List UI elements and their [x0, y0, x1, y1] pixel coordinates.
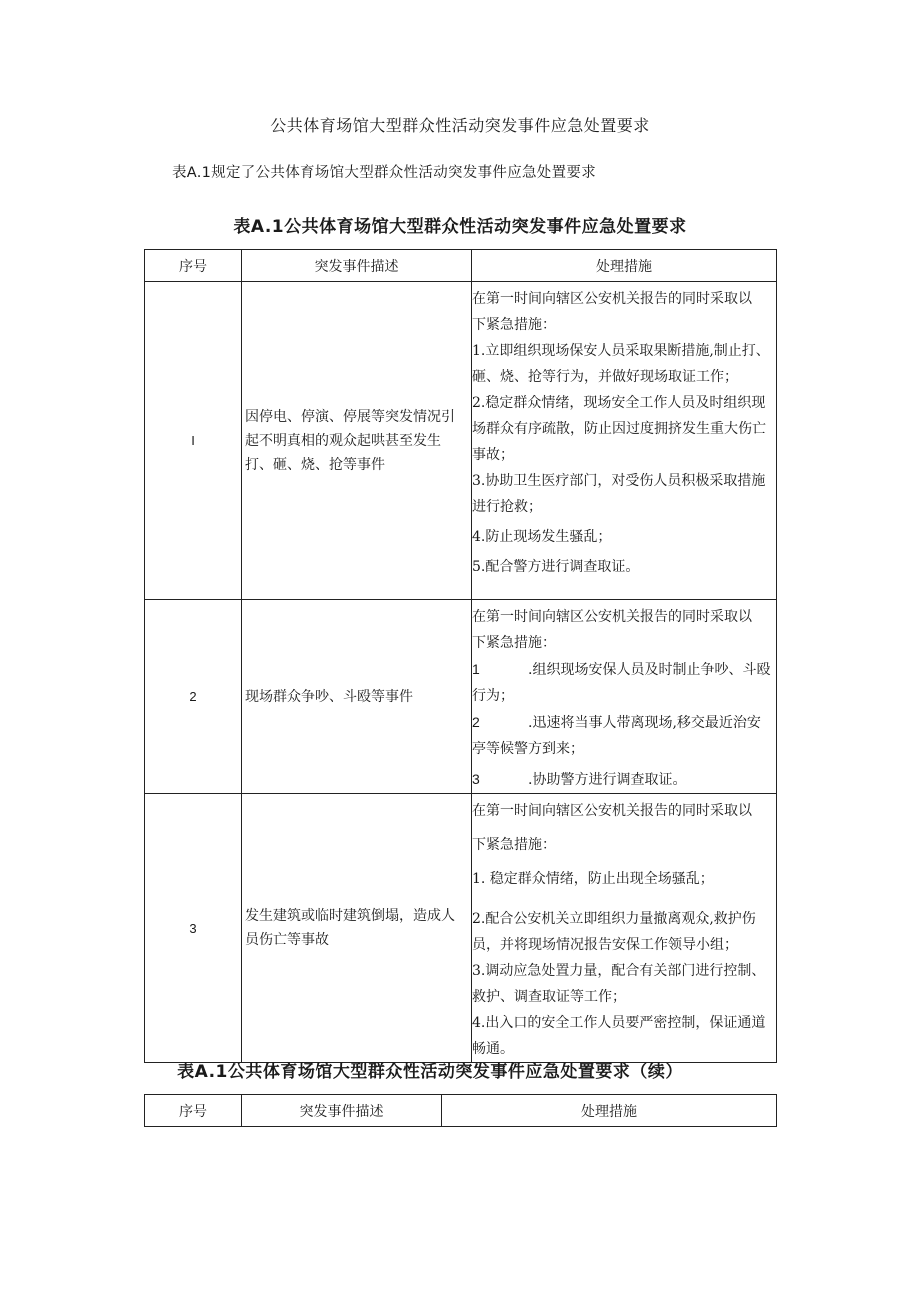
row-measures	[472, 600, 777, 794]
measure-line: 在第一时间向辖区公安机关报告的同时采取以	[472, 609, 752, 625]
header-cell-no: 序号	[145, 250, 242, 282]
row-measures	[472, 794, 777, 1063]
table-caption-continued: 表A.1公共体育场馆大型群众性活动突发事件应急处置要求（续）	[177, 1062, 683, 1082]
row-description: 发生建筑或临时建筑倒塌，造成人员伤亡等事故	[242, 794, 472, 1063]
table-header-row	[145, 1095, 777, 1127]
row-description: 因停电、停演、停展等突发情况引起不明真相的观众起哄甚至发生打、砸、烧、抢等事件	[242, 282, 472, 600]
measure-line: 事故；	[472, 447, 514, 463]
measure-line	[472, 709, 776, 736]
measure-line: 畅通。	[472, 1041, 514, 1057]
measure-line: 2.稳定群众情绪，现场安全工作人员及时组织现	[472, 395, 766, 411]
intro-paragraph: 表A.1规定了公共体育场馆大型群众性活动突发事件应急处置要求	[172, 165, 596, 181]
measure-line: 下紧急措施：	[472, 837, 556, 853]
measure-line: 2.配合公安机关立即组织力量撤离观众,救护伤	[472, 911, 756, 927]
row-number: I	[145, 282, 242, 600]
row-description: 现场群众争吵、斗殴等事件	[242, 600, 472, 794]
header-cell-description: 突发事件描述	[242, 1095, 442, 1127]
measure-line: 1.立即组织现场保安人员采取果断措施,制止打、	[472, 343, 770, 359]
table-row	[145, 282, 777, 600]
measure-number: 1	[472, 661, 480, 677]
emergency-table-continued	[144, 1094, 777, 1127]
header-cell-measures: 处理措施	[472, 250, 777, 282]
measure-line: 3.协助卫生医疗部门，对受伤人员积极采取措施	[472, 473, 766, 489]
table-row	[145, 794, 777, 1063]
measure-line: 3.调动应急处置力量，配合有关部门进行控制、	[472, 963, 766, 979]
measure-number: 3	[472, 771, 480, 787]
table-row	[145, 600, 777, 794]
measure-line: 救护、调查取证等工作；	[472, 989, 626, 1005]
measure-line: 亭等候警方到来；	[472, 741, 584, 757]
measure-line: 在第一时间向辖区公安机关报告的同时采取以	[472, 803, 752, 819]
measure-line: 员，并将现场情况报告安保工作领导小组；	[472, 937, 738, 953]
emergency-table	[144, 249, 777, 1063]
header-cell-description: 突发事件描述	[242, 250, 472, 282]
measure-line: 4.出入口的安全工作人员要严密控制，保证通道	[472, 1015, 766, 1031]
document-title: 公共体育场馆大型群众性活动突发事件应急处置要求	[270, 116, 650, 135]
measure-text: .协助警方进行调查取证。	[528, 772, 687, 788]
row-number: 2	[145, 600, 242, 794]
row-number: 3	[145, 794, 242, 1063]
measure-line: 下紧急措施：	[472, 635, 556, 651]
measure-line: 5.配合警方进行调查取证。	[472, 559, 640, 575]
measure-line: 4.防止现场发生骚乱；	[472, 529, 612, 545]
measure-line: 1. 稳定群众情绪，防止出现全场骚乱；	[472, 871, 714, 887]
measure-line: 场群众有序疏散，防止因过度拥挤发生重大伤亡	[472, 421, 766, 437]
measure-line: 在第一时间向辖区公安机关报告的同时采取以	[472, 291, 752, 307]
measure-text: .迅速将当事人带离现场,移交最近治安	[528, 715, 761, 731]
measure-line: 行为；	[472, 688, 514, 704]
measure-line: 下紧急措施：	[472, 317, 556, 333]
measure-line: 进行抢救；	[472, 499, 542, 515]
measure-line	[472, 766, 776, 793]
table-header-row	[145, 250, 777, 282]
header-cell-measures: 处理措施	[442, 1095, 777, 1127]
measure-line: 砸、烧、抢等行为，并做好现场取证工作；	[472, 369, 738, 385]
measure-text: .组织现场安保人员及时制止争吵、斗殴	[528, 662, 771, 678]
measure-line	[472, 656, 776, 683]
header-cell-no: 序号	[145, 1095, 242, 1127]
table-caption: 表A.1公共体育场馆大型群众性活动突发事件应急处置要求	[233, 217, 687, 237]
measure-number: 2	[472, 714, 480, 730]
row-measures	[472, 282, 777, 600]
